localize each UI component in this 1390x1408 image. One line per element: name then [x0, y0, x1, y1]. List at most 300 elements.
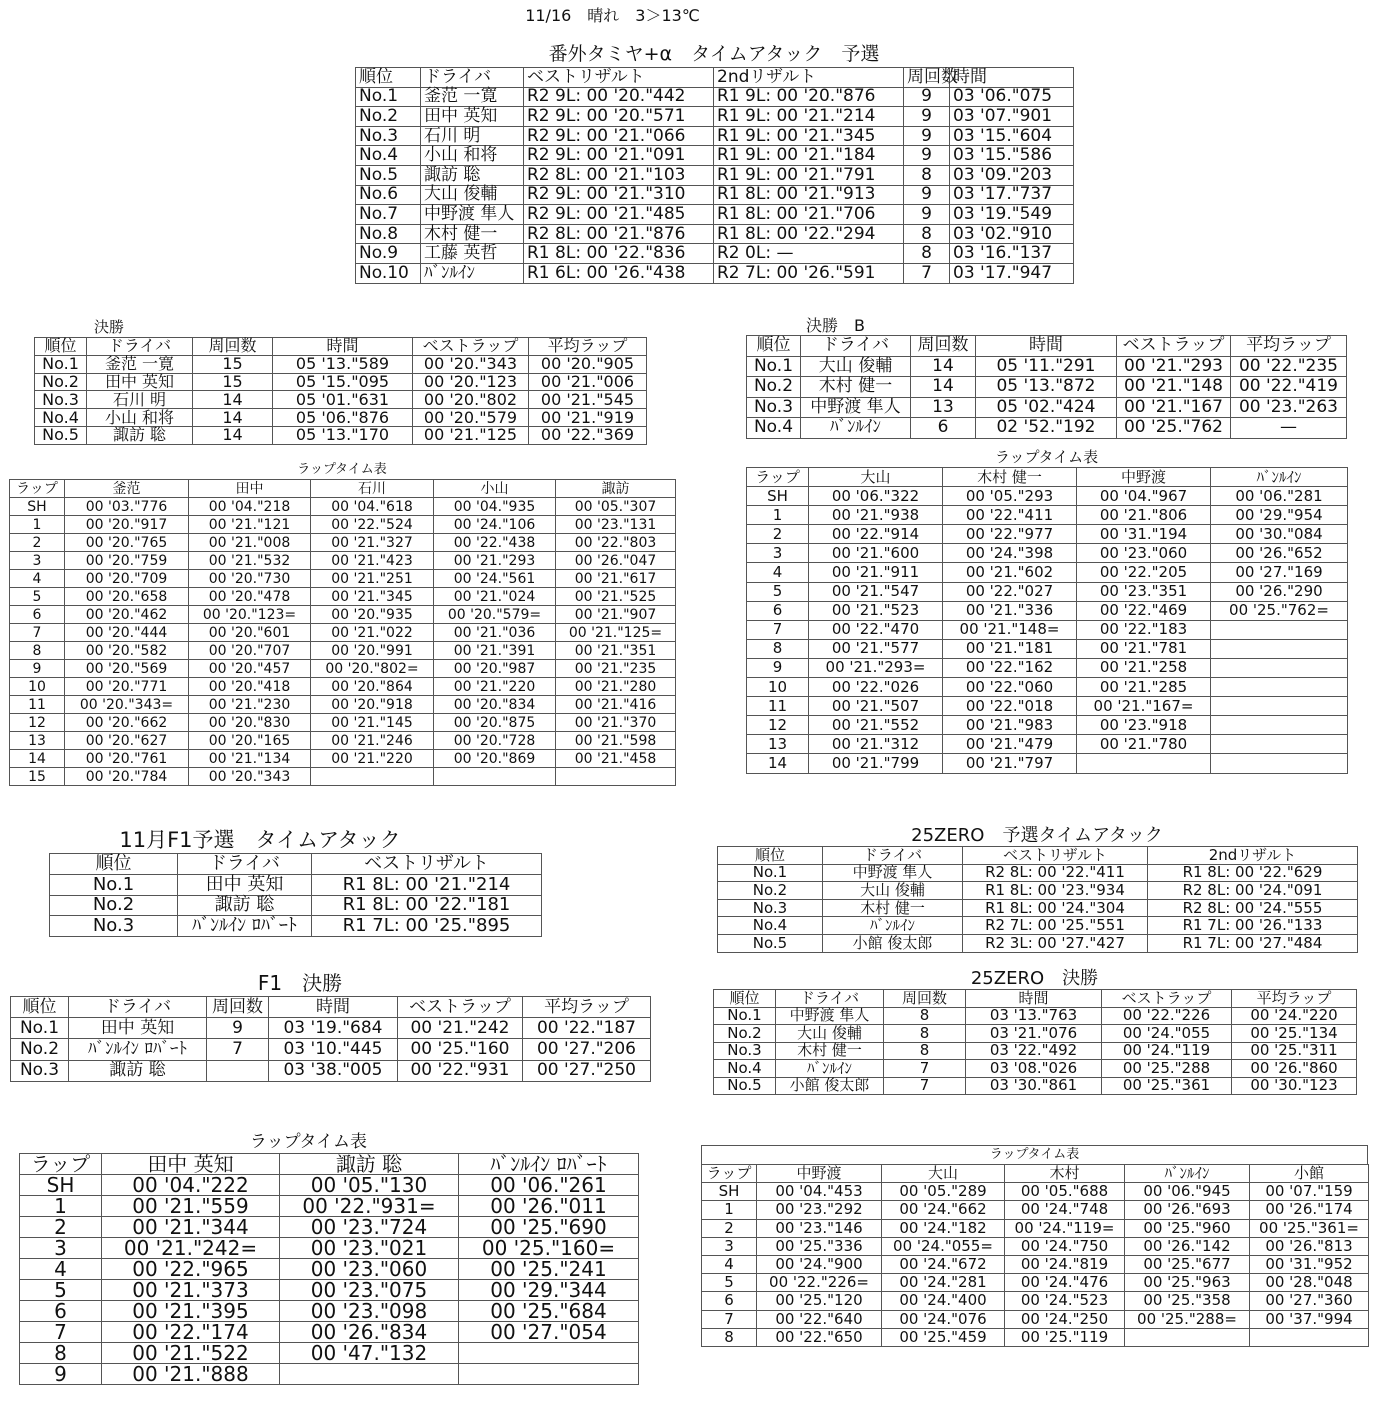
table-cell: 00 '20."869	[434, 750, 556, 768]
table-cell: R1 8L: 00 '22."629	[1148, 864, 1358, 882]
table-cell: 00 '27."360	[1250, 1292, 1369, 1310]
table-cell: 諏訪 聡	[87, 426, 193, 444]
table-row	[702, 1292, 1369, 1310]
table-cell: 00 '25."134	[1232, 1025, 1357, 1043]
table-cell: 00 '27."054	[459, 1322, 639, 1343]
column-header: ベストリザルト	[524, 68, 714, 88]
header-row	[747, 336, 1347, 357]
table-cell	[459, 1364, 639, 1385]
final-a-title: 決勝	[94, 318, 125, 336]
table-cell: R2 9L: 00 '21."091	[524, 146, 714, 166]
column-header: 順位	[356, 68, 421, 88]
table-cell: 3	[747, 544, 809, 563]
table-row	[356, 146, 1074, 166]
column-header: ラップ	[20, 1154, 102, 1175]
table-cell: 00 '21."416	[556, 696, 676, 714]
table-row	[20, 1364, 639, 1385]
table-cell: 4	[20, 1259, 102, 1280]
table-cell: 7	[10, 624, 65, 642]
column-header: 順位	[50, 854, 178, 875]
f1-qual-title: 11月F1予選 タイムアタック	[119, 828, 401, 852]
table-cell: 00 '05."688	[1005, 1183, 1125, 1201]
table-cell: 03 '08."026	[966, 1060, 1102, 1078]
table-cell: 00 '24."119	[1102, 1042, 1232, 1060]
table-cell: 00 '04."935	[434, 498, 556, 516]
column-header: 諏訪 聡	[280, 1154, 459, 1175]
f1-lap-title: ラップタイム表	[249, 1132, 368, 1152]
table-cell: 石川 明	[421, 126, 524, 146]
table-cell: 00 '21."134	[189, 750, 311, 768]
table-cell: No.8	[356, 224, 421, 244]
table-cell: 00 '21."181	[943, 639, 1077, 658]
table-cell: No.3	[356, 126, 421, 146]
table-cell: 00 '22."419	[1231, 377, 1347, 398]
table-cell: 00 '21."220	[434, 678, 556, 696]
table-row	[11, 1018, 651, 1039]
table-row	[718, 934, 1358, 952]
column-header: 平均ラップ	[1232, 990, 1357, 1008]
table-cell: 00 '20."418	[189, 678, 311, 696]
table-cell	[311, 768, 434, 786]
table-row	[747, 397, 1347, 418]
table-cell: 00 '25."311	[1232, 1042, 1357, 1060]
table-cell: 10	[10, 678, 65, 696]
table-cell: 00 '21."167	[1117, 397, 1231, 418]
table-cell: 00 '23."292	[757, 1201, 882, 1219]
table-cell: 00 '28."048	[1250, 1274, 1369, 1292]
table-cell: 00 '22."524	[311, 516, 434, 534]
table-cell: 8	[904, 165, 950, 185]
table-cell: 9	[904, 146, 950, 166]
table-cell: 00 '26."142	[1125, 1237, 1250, 1255]
lap-a-table	[9, 479, 676, 786]
table-cell: 5	[702, 1274, 757, 1292]
column-header: ベストラップ	[398, 997, 523, 1018]
table-cell: SH	[10, 498, 65, 516]
final-a-table	[34, 337, 647, 445]
table-cell: 03 '17."947	[950, 263, 1074, 283]
table-row	[747, 582, 1348, 601]
table-row	[747, 697, 1348, 716]
column-header: 田中 英知	[102, 1154, 280, 1175]
table-row	[747, 506, 1348, 525]
column-header: ドライバ	[69, 997, 207, 1018]
table-cell: 00 '24."281	[882, 1274, 1005, 1292]
table-cell: 00 '22."931=	[280, 1196, 459, 1217]
table-cell: 00 '21."327	[311, 534, 434, 552]
table-cell: 9	[207, 1018, 269, 1039]
column-header: 順位	[11, 997, 69, 1018]
f1-qual-table	[49, 853, 542, 937]
table-cell	[1211, 620, 1348, 639]
table-cell: 03 '30."861	[966, 1077, 1102, 1095]
table-cell: 00 '20."771	[65, 678, 189, 696]
table-cell: 00 '24."561	[434, 570, 556, 588]
table-row	[702, 1328, 1369, 1346]
table-cell: 田中 英知	[69, 1018, 207, 1039]
table-cell: 00 '24."400	[882, 1292, 1005, 1310]
table-cell: 00 '21."345	[311, 588, 434, 606]
table-cell: 00 '21."024	[434, 588, 556, 606]
table-cell: 00 '21."525	[556, 588, 676, 606]
table-cell: 00 '20."802=	[311, 660, 434, 678]
table-cell: 13	[10, 732, 65, 750]
table-row	[20, 1280, 639, 1301]
table-cell	[1211, 639, 1348, 658]
table-cell: 00 '22."183	[1077, 620, 1211, 639]
table-cell: 14	[193, 391, 273, 409]
column-header: 小館	[1250, 1165, 1369, 1183]
table-cell	[1211, 678, 1348, 697]
table-cell: R1 9L: 00 '21."791	[714, 165, 904, 185]
zero-qual-table	[717, 846, 1358, 953]
column-header: 順位	[35, 338, 87, 356]
table-cell: R1 8L: 00 '22."294	[714, 224, 904, 244]
table-cell: 00 '20."987	[434, 660, 556, 678]
column-header: 田中	[189, 480, 311, 498]
table-cell: 14	[747, 754, 809, 773]
table-cell: 00 '25."459	[882, 1328, 1005, 1346]
zero-lap-table	[701, 1164, 1369, 1347]
table-cell: 00 '22."965	[102, 1259, 280, 1280]
column-header: 時間	[976, 336, 1117, 357]
table-cell: 00 '20."601	[189, 624, 311, 642]
column-header: 諏訪	[556, 480, 676, 498]
table-cell: 00 '20."918	[311, 696, 434, 714]
table-row	[10, 624, 676, 642]
table-cell: 00 '20."730	[189, 570, 311, 588]
column-header: 釜范	[65, 480, 189, 498]
table-cell: 8	[747, 639, 809, 658]
table-cell: 木村 健一	[776, 1042, 884, 1060]
table-cell: R2 7L: 00 '25."551	[963, 917, 1148, 935]
table-row	[10, 660, 676, 678]
table-cell: 木村 健一	[421, 224, 524, 244]
table-row	[702, 1310, 1369, 1328]
table-row	[714, 1077, 1357, 1095]
header-row	[356, 68, 1074, 88]
table-cell: 00 '20."935	[311, 606, 434, 624]
table-cell: 00 '21."799	[809, 754, 943, 773]
table-cell	[1211, 716, 1348, 735]
table-row	[702, 1274, 1369, 1292]
table-cell: 00 '20."707	[189, 642, 311, 660]
table-cell: 00 '23."724	[280, 1217, 459, 1238]
final-a-block	[34, 318, 646, 445]
column-header: ﾊﾞﾝﾙｲﾝ ﾛﾊﾞｰﾄ	[459, 1154, 639, 1175]
table-cell: 00 '21."617	[556, 570, 676, 588]
table-cell: 00 '21."280	[556, 678, 676, 696]
table-cell: 00 '21."125=	[556, 624, 676, 642]
table-cell: 00 '24."662	[882, 1201, 1005, 1219]
column-header: 時間	[950, 68, 1074, 88]
table-row	[747, 735, 1348, 754]
column-header: 時間	[273, 338, 413, 356]
table-cell: 00 '25."963	[1125, 1274, 1250, 1292]
table-cell: 7	[702, 1310, 757, 1328]
table-cell: R1 7L: 00 '27."484	[1148, 934, 1358, 952]
table-cell: 03 '16."137	[950, 244, 1074, 264]
table-cell: 00 '06."945	[1125, 1183, 1250, 1201]
table-cell: 00 '22."226	[1102, 1007, 1232, 1025]
table-cell: 大山 俊輔	[421, 185, 524, 205]
table-cell: 00 '25."119	[1005, 1328, 1125, 1346]
table-cell: 00 '23."918	[1077, 716, 1211, 735]
table-cell: 15	[193, 373, 273, 391]
zero-final-title: 25ZERO 決勝	[970, 968, 1099, 989]
table-cell: 釜范 一寛	[421, 87, 524, 107]
table-row	[10, 696, 676, 714]
table-row	[356, 107, 1074, 127]
table-cell: 工藤 英哲	[421, 244, 524, 264]
table-cell: R2 0L: —	[714, 244, 904, 264]
table-cell: 00 '21."552	[809, 716, 943, 735]
table-cell: 田中 英知	[87, 373, 193, 391]
table-cell: 00 '23."351	[1077, 582, 1211, 601]
table-cell: 中野渡 隼人	[823, 864, 963, 882]
table-cell: 00 '26."652	[1211, 544, 1348, 563]
table-cell: 00 '24."182	[882, 1219, 1005, 1237]
table-cell: 00 '20."457	[189, 660, 311, 678]
table-cell: No.4	[35, 409, 87, 427]
table-cell: R1 8L: 00 '21."214	[312, 874, 542, 895]
column-header: 周回数	[193, 338, 273, 356]
table-row	[747, 678, 1348, 697]
table-cell: R2 8L: 00 '21."876	[524, 224, 714, 244]
final-b-title: 決勝 B	[806, 316, 865, 335]
table-cell: 6	[20, 1301, 102, 1322]
column-header: ドライバ	[776, 990, 884, 1008]
table-cell: 7	[207, 1039, 269, 1060]
table-cell: 03 '19."549	[950, 205, 1074, 225]
final-b-block	[746, 316, 1346, 439]
table-cell: 00 '07."159	[1250, 1183, 1369, 1201]
table-cell: 諏訪 聡	[69, 1060, 207, 1081]
table-cell: 8	[20, 1343, 102, 1364]
table-cell: 14	[911, 356, 976, 377]
table-cell: 00 '21."602	[943, 563, 1077, 582]
table-cell: 00 '24."250	[1005, 1310, 1125, 1328]
column-header: ドライバ	[823, 847, 963, 865]
table-cell: 2	[702, 1219, 757, 1237]
table-cell: R1 8L: 00 '22."836	[524, 244, 714, 264]
table-cell: 00 '23."263	[1231, 397, 1347, 418]
table-cell: 00 '20."991	[311, 642, 434, 660]
zero-lap-block	[701, 1145, 1368, 1347]
table-cell: 00 '21."242	[398, 1018, 523, 1039]
table-cell: 00 '24."900	[757, 1255, 882, 1273]
table-cell: 00 '37."994	[1250, 1310, 1369, 1328]
table-cell: R1 8L: 00 '23."934	[963, 882, 1148, 900]
column-header: ドライバ	[178, 854, 312, 875]
table-cell: 00 '05."307	[556, 498, 676, 516]
table-cell: 00 '23."021	[280, 1238, 459, 1259]
column-header: 小山	[434, 480, 556, 498]
table-row	[10, 732, 676, 750]
table-cell: 00 '21."577	[809, 639, 943, 658]
table-cell: 00 '06."281	[1211, 487, 1348, 506]
table-row	[10, 606, 676, 624]
table-cell: 00 '21."532	[189, 552, 311, 570]
table-cell: 00 '22."060	[943, 678, 1077, 697]
f1-qual-block	[49, 828, 541, 937]
table-cell: 00 '21."919	[529, 409, 647, 427]
table-row	[356, 205, 1074, 225]
table-cell: 00 '20."784	[65, 768, 189, 786]
table-cell: 00 '30."084	[1211, 525, 1348, 544]
table-cell	[207, 1060, 269, 1081]
table-row	[11, 1060, 651, 1081]
table-cell: No.3	[718, 899, 823, 917]
table-cell: R2 8L: 00 '24."091	[1148, 882, 1358, 900]
table-cell: 1	[20, 1196, 102, 1217]
header-row	[714, 990, 1357, 1008]
table-cell: R1 8L: 00 '21."913	[714, 185, 904, 205]
table-row	[747, 418, 1347, 439]
table-row	[747, 563, 1348, 582]
table-cell: 00 '21."888	[102, 1364, 280, 1385]
table-row	[10, 714, 676, 732]
table-cell: No.2	[718, 882, 823, 900]
table-cell: 03 '09."203	[950, 165, 1074, 185]
table-cell: 00 '20."123=	[189, 606, 311, 624]
table-cell: 05 '06."876	[273, 409, 413, 427]
table-cell: 14	[193, 409, 273, 427]
table-cell: 6	[10, 606, 65, 624]
lap-a-title: ラップタイム表	[297, 462, 387, 477]
table-cell: No.3	[35, 391, 87, 409]
table-cell: 4	[10, 570, 65, 588]
table-cell: 00 '21."391	[434, 642, 556, 660]
column-header: ベストラップ	[413, 338, 529, 356]
f1-lap-block	[19, 1132, 638, 1385]
table-cell: No.5	[714, 1077, 776, 1095]
table-cell: 8	[884, 1042, 966, 1060]
table-cell: 00 '27."250	[523, 1060, 651, 1081]
table-cell: 8	[904, 224, 950, 244]
column-header: ベストリザルト	[312, 854, 542, 875]
table-cell: 14	[911, 377, 976, 398]
table-cell: 00 '20."444	[65, 624, 189, 642]
table-cell: 5	[20, 1280, 102, 1301]
table-cell: 00 '21."559	[102, 1196, 280, 1217]
table-cell: R1 7L: 00 '25."895	[312, 916, 542, 937]
table-cell: 00 '22."187	[523, 1018, 651, 1039]
table-cell: No.3	[50, 916, 178, 937]
table-cell: 2	[20, 1217, 102, 1238]
table-cell: 00 '22."803	[556, 534, 676, 552]
table-cell: 03 '06."075	[950, 87, 1074, 107]
table-row	[747, 620, 1348, 639]
table-row	[10, 570, 676, 588]
table-cell: 03 '07."901	[950, 107, 1074, 127]
table-cell: 05 '02."424	[976, 397, 1117, 418]
table-cell: 00 '21."781	[1077, 639, 1211, 658]
table-cell: 00 '22."650	[757, 1328, 882, 1346]
table-cell: R1 9L: 00 '21."345	[714, 126, 904, 146]
table-row	[50, 916, 542, 937]
table-cell: 00 '22."162	[943, 658, 1077, 677]
table-cell: 木村 健一	[801, 377, 911, 398]
table-cell	[1211, 658, 1348, 677]
f1-final-table	[10, 996, 651, 1082]
table-cell: No.4	[718, 917, 823, 935]
table-cell: 00 '25."361=	[1250, 1219, 1369, 1237]
table-cell: 03 '21."076	[966, 1025, 1102, 1043]
table-row	[20, 1259, 639, 1280]
column-header: 平均ラップ	[529, 338, 647, 356]
column-header: 木村	[1005, 1165, 1125, 1183]
table-cell: 9	[904, 185, 950, 205]
table-cell: 00 '24."750	[1005, 1237, 1125, 1255]
table-cell: 00 '22."411	[943, 506, 1077, 525]
table-cell: 00 '23."060	[1077, 544, 1211, 563]
table-cell: R2 9L: 00 '21."066	[524, 126, 714, 146]
table-cell: 00 '26."813	[1250, 1237, 1369, 1255]
table-cell: 5	[747, 582, 809, 601]
column-header: 大山	[882, 1165, 1005, 1183]
table-row	[714, 1025, 1357, 1043]
table-cell: 中野渡 隼人	[421, 205, 524, 225]
table-cell: 00 '21."336	[943, 601, 1077, 620]
table-cell: 10	[747, 678, 809, 697]
table-row	[747, 487, 1348, 506]
table-cell: 00 '27."206	[523, 1039, 651, 1060]
table-cell: 00 '25."288=	[1125, 1310, 1250, 1328]
table-cell: 15	[10, 768, 65, 786]
table-cell: R1 9L: 00 '21."214	[714, 107, 904, 127]
table-cell: 00 '21."395	[102, 1301, 280, 1322]
table-cell: R2 9L: 00 '21."310	[524, 185, 714, 205]
table-row	[356, 87, 1074, 107]
table-cell: 00 '24."398	[943, 544, 1077, 563]
table-cell: 00 '21."797	[943, 754, 1077, 773]
f1-lap-table	[19, 1153, 639, 1385]
table-cell: 00 '21."547	[809, 582, 943, 601]
table-cell: 00 '21."312	[809, 735, 943, 754]
table-cell: 00 '25."336	[757, 1237, 882, 1255]
column-header: 周回数	[884, 990, 966, 1008]
table-cell: No.3	[714, 1042, 776, 1060]
table-cell: No.4	[714, 1060, 776, 1078]
table-cell: 00 '23."146	[757, 1219, 882, 1237]
table-row	[747, 754, 1348, 773]
table-cell: 00 '47."132	[280, 1343, 459, 1364]
table-cell: No.2	[747, 377, 801, 398]
table-cell	[1125, 1328, 1250, 1346]
header-row	[718, 847, 1358, 865]
table-cell: R1 8L: 00 '22."181	[312, 895, 542, 916]
table-row	[50, 895, 542, 916]
table-cell: 00 '22."226=	[757, 1274, 882, 1292]
table-cell: 00 '21."242=	[102, 1238, 280, 1259]
table-cell: 7	[20, 1322, 102, 1343]
table-cell: 00 '22."018	[943, 697, 1077, 716]
table-row	[20, 1175, 639, 1196]
column-header: ラップ	[10, 480, 65, 498]
table-cell: 00 '20."864	[311, 678, 434, 696]
table-cell: 00 '24."106	[434, 516, 556, 534]
table-cell: 9	[20, 1364, 102, 1385]
table-row	[718, 864, 1358, 882]
table-cell: 00 '22."026	[809, 678, 943, 697]
page-header: 11/16 晴れ 3＞13℃	[525, 6, 700, 25]
table-cell: ﾊﾞﾝﾙｲﾝ ﾛﾊﾞｰﾄ	[69, 1039, 207, 1060]
table-cell: 00 '25."358	[1125, 1292, 1250, 1310]
table-cell: 3	[20, 1238, 102, 1259]
table-cell: 00 '22."914	[809, 525, 943, 544]
table-cell: 00 '21."121	[189, 516, 311, 534]
